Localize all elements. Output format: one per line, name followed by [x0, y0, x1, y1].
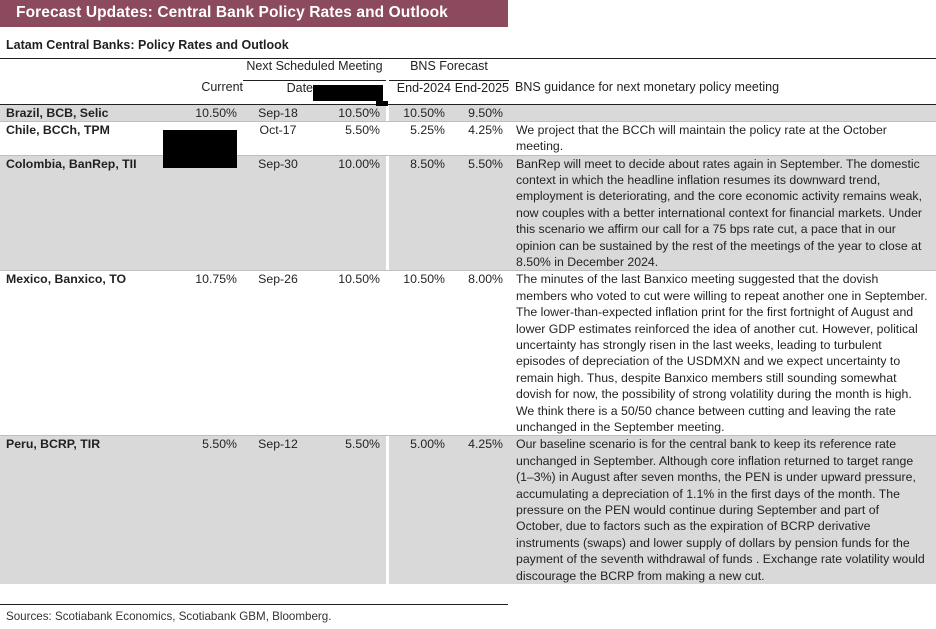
table-row	[0, 436, 936, 584]
row-meeting-rate: 5.50%	[313, 122, 386, 155]
row-bank-name: Brazil, BCB, Selic	[0, 105, 163, 122]
sources-note: Sources: Scotiabank Economics, Scotiabank GBM, Bloomberg.	[6, 610, 332, 623]
exhibit-title: Latam Central Banks: Policy Rates and Outlook	[6, 38, 289, 52]
table-row	[0, 105, 936, 122]
row-end-2024: 10.50%	[389, 271, 451, 436]
col-header-end-2025: End-2025	[454, 80, 509, 95]
row-current-rate	[163, 156, 243, 271]
row-meeting-date: Sep-26	[243, 271, 313, 436]
row-bank-name: Colombia, BanRep, TII	[0, 156, 163, 271]
row-meeting-rate: 5.50%	[313, 436, 386, 584]
row-end-2025: 4.25%	[451, 122, 509, 155]
row-guidance: We project that the BCCh will maintain the policy rate at the October meeting.	[509, 122, 936, 155]
row-meeting-date: Sep-18	[243, 105, 313, 122]
row-current-rate: 10.75%	[163, 271, 243, 436]
row-bank-name: Peru, BCRP, TIR	[0, 436, 163, 584]
table-row	[0, 122, 936, 155]
group-header-bns-forecast: BNS Forecast	[389, 59, 509, 80]
rates-table	[0, 58, 936, 584]
row-end-2025: 9.50%	[451, 105, 509, 122]
title-banner	[0, 0, 508, 27]
row-guidance: Our baseline scenario is for the central bank to keep its reference rate unchanged in September. Although core inflation returned to target range (1–3%) in August after seven months, the PEN is under upward pressure, accumulating a depreciation of 1.1% in the first days of the month. The pressure on the PEN would continue during September and part of October, due to factors such as the expiration of BCRP derivative instruments (swaps) and lower supply of dollars by pension funds for the payment of the seventh withdrawal of funds . Exchange rate volatility would discourage the BCRP from making a new cut.	[509, 436, 936, 584]
col-header-bank	[0, 80, 163, 104]
table-row	[0, 271, 936, 436]
page-title: Forecast Updates: Central Bank Policy Rates and Outlook	[16, 4, 448, 21]
row-meeting-date: Oct-17	[243, 122, 313, 155]
row-current-rate: 5.50%	[163, 436, 243, 584]
col-header-guidance: BNS guidance for next monetary policy meeting	[515, 80, 780, 94]
row-meeting-rate: 10.50%	[313, 271, 386, 436]
row-bank-name: Mexico, Banxico, TO	[0, 271, 163, 436]
row-end-2024: 5.00%	[389, 436, 451, 584]
group-header-row	[0, 59, 936, 80]
column-header-row	[0, 80, 936, 104]
row-end-2024: 8.50%	[389, 156, 451, 271]
row-guidance: BanRep will meet to decide about rates again in September. The domestic context in which the headline inflation resumes its downward trend, employment is deteriorating, and the core economic activity remains weak, now couples with a better international context for financial markets. Under this scenario we affirm our call for a 75 bps rate cut, a pace that in our opinion can be sustained by the rest of the meetings of the year to close at 8.50% in December 2024.	[509, 156, 936, 271]
row-current-rate: 10.50%	[163, 105, 243, 122]
group-header-guidance-spacer	[509, 59, 936, 80]
row-end-2024: 5.25%	[389, 122, 451, 155]
row-guidance	[509, 105, 936, 122]
redaction-box-header-tab	[376, 101, 388, 106]
group-header-next-meeting: Next Scheduled Meeting	[243, 59, 386, 80]
row-end-2025: 5.50%	[451, 156, 509, 271]
row-meeting-rate: 10.00%	[313, 156, 386, 271]
col-header-current: Current	[201, 80, 243, 94]
redaction-box-chile-current	[163, 130, 237, 168]
group-header-spacer	[0, 59, 163, 80]
redaction-box-header-column	[313, 85, 383, 101]
row-end-2025: 4.25%	[451, 436, 509, 584]
group-header-spacer-2	[163, 59, 243, 80]
row-guidance: The minutes of the last Banxico meeting suggested that the dovish members who voted to cut were willing to repeat another one in September. The lower-than-expected inflation print for the first fortnight of August and lower GDP estimates reinforced the idea of another cut. However, political uncertainty has strongly risen in the last weeks, leading to turbulent episodes of depreciation of the USDMXN and we expect uncertainty to remain high. Thus, despite Banxico members still sounding somewhat dovish for now, the possibility of strong volatility during the month is high. We think there is a 50/50 chance between cutting and leaving the rate unchanged in the September meeting.	[509, 271, 936, 436]
row-meeting-date: Sep-30	[243, 156, 313, 271]
table-row	[0, 156, 936, 271]
col-header-end-2024: End-2024	[396, 80, 451, 95]
row-end-2025: 8.00%	[451, 271, 509, 436]
row-meeting-date: Sep-12	[243, 436, 313, 584]
rates-table-container	[0, 58, 936, 584]
row-meeting-rate: 10.50%	[313, 105, 386, 122]
footer-rule	[0, 604, 508, 605]
row-bank-name: Chile, BCCh, TPM	[0, 122, 163, 155]
col-header-date: Date	[286, 80, 313, 95]
row-end-2024: 10.50%	[389, 105, 451, 122]
